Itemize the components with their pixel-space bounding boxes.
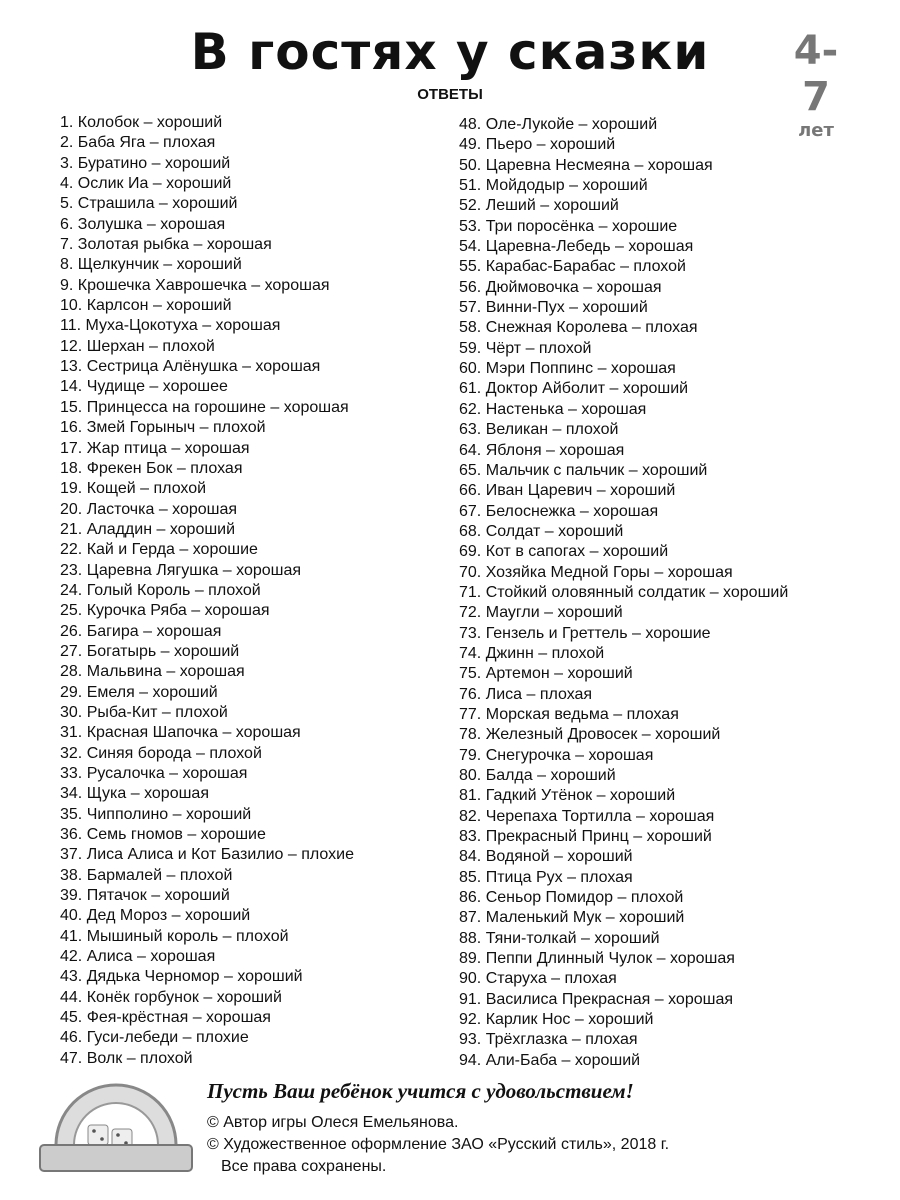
answer-item: 67. Белоснежка – хорошая [459,502,659,520]
answer-item: 71. Стойкий оловянный солдатик – хороший [459,583,789,601]
age-unit: лет [798,120,834,141]
answer-item: 55. Карабас-Барабас – плохой [459,258,686,276]
answer-item: 53. Три поросёнка – хорошие [459,217,678,235]
answer-item: 88. Тяни-толкай – хороший [459,929,660,947]
answer-item: 23. Царевна Лягушка – хорошая [60,561,302,579]
answers-left-column [60,113,354,1069]
answer-item: 1. Колобок – хороший [60,114,223,131]
answer-item: 72. Маугли – хороший [459,604,623,622]
answer-item: 81. Гадкий Утёнок – хороший [459,787,676,805]
answer-item: 32. Синяя борода – плохой [60,744,262,762]
answer-item: 6. Золушка – хорошая [60,215,226,233]
answer-item: 82. Черепаха Тортилла – хорошая [459,807,715,825]
answer-item: 24. Голый Король – плохой [60,581,261,599]
rights-reserved: Все права сохранены. [221,1158,387,1175]
answer-item: 76. Лиса – плохая [459,685,593,703]
answer-item: 92. Карлик Нос – хороший [459,1011,654,1029]
answer-item: 83. Прекрасный Принц – хороший [459,828,712,846]
copyright-author: © Автор игры Олеся Емельянова. [207,1114,459,1131]
answer-item: 25. Курочка Ряба – хорошая [60,602,270,620]
answer-item: 35. Чипполино – хороший [60,805,252,823]
answer-item: 94. Али-Баба – хороший [459,1051,641,1069]
answer-item: 49. Пьеро – хороший [459,136,616,154]
answer-item: 58. Снежная Королева – плохая [459,319,698,337]
answer-item: 57. Винни-Пух – хороший [459,299,648,317]
answer-item: 20. Ласточка – хорошая [60,500,238,518]
page-title: В гостях у сказки [190,23,710,81]
answer-item: 5. Страшила – хороший [60,195,238,213]
answer-item: 16. Змей Горыныч – плохой [60,419,266,437]
slogan: Пусть Ваш ребёнок учится с удовольствием! [207,1079,634,1103]
answer-item: 47. Волк – плохой [60,1049,193,1067]
answer-item: 89. Пеппи Длинный Чулок – хорошая [459,950,735,968]
answer-item: 7. Золотая рыбка – хорошая [60,236,272,254]
answer-item: 44. Конёк горбунок – хороший [60,988,282,1006]
answer-item: 43. Дядька Черномор – хороший [60,968,303,986]
answer-item: 45. Фея-крёстная – хорошая [60,1009,271,1027]
answer-item: 11. Муха-Цокотуха – хорошая [60,317,281,335]
answer-item: 87. Маленький Мук – хороший [459,909,685,927]
answer-item: 38. Бармалей – плохой [60,866,233,884]
age-badge [780,28,852,142]
answer-item: 12. Шерхан – плохой [60,337,215,355]
answer-item: 41. Мышиный король – плохой [60,927,289,945]
answer-item: 60. Мэри Поппинс – хорошая [459,360,676,378]
answer-item: 75. Артемон – хороший [459,665,633,683]
answer-item: 85. Птица Рух – плохая [459,868,633,886]
answer-item: 18. Фрекен Бок – плохая [60,459,243,477]
answer-item: 63. Великан – плохой [459,421,619,439]
answer-item: 70. Хозяйка Медной Горы – хорошая [459,563,733,581]
answer-item: 17. Жар птица – хорошая [60,439,250,457]
answer-item: 21. Аладдин – хороший [60,520,236,538]
answer-item: 80. Балда – хороший [459,767,616,784]
answer-item: 31. Красная Шапочка – хорошая [60,724,301,742]
copyright-block [207,1112,669,1178]
answer-item: 52. Леший – хороший [459,197,619,215]
answer-item: 22. Кай и Герда – хорошие [60,541,258,559]
answer-item: 54. Царевна-Лебедь – хорошая [459,238,694,256]
answer-item: 62. Настенька – хорошая [459,400,647,418]
answer-item: 36. Семь гномов – хорошие [60,826,266,844]
publisher-logo [36,1075,196,1175]
answer-item: 73. Гензель и Греттель – хорошие [459,624,711,642]
answer-item: 66. Иван Царевич – хороший [459,482,676,500]
answer-item: 40. Дед Мороз – хороший [60,907,251,925]
answer-item: 34. Щука – хорошая [60,785,209,803]
answer-item: 28. Мальвина – хорошая [60,663,245,681]
age-range: 4-7 [793,28,839,120]
answer-item: 61. Доктор Айболит – хороший [459,380,689,398]
answer-item: 15. Принцесса на горошине – хорошая [60,398,349,416]
answer-item: 91. Василиса Прекрасная – хорошая [459,990,734,1008]
answer-item: 10. Карлсон – хороший [60,297,232,315]
answer-item: 33. Русалочка – хорошая [60,765,248,782]
answer-item: 46. Гуси-лебеди – плохие [60,1029,249,1047]
answer-item: 19. Кощей – плохой [60,480,207,498]
answer-item: 4. Ослик Иа – хороший [60,175,232,193]
answer-item: 30. Рыба-Кит – плохой [60,703,228,721]
answer-item: 9. Крошечка Хаврошечка – хорошая [60,276,330,294]
answer-item: 65. Мальчик с пальчик – хороший [459,461,708,479]
answer-item: 27. Богатырь – хороший [60,642,240,660]
answers-right-column [459,115,788,1071]
answer-item: 48. Оле-Лукойе – хороший [459,116,658,133]
answer-item: 3. Буратино – хороший [60,154,231,172]
answer-item: 64. Яблоня – хорошая [459,441,625,459]
answer-item: 37. Лиса Алиса и Кот Базилио – плохие [60,846,354,864]
answer-item: 26. Багира – хорошая [60,622,222,640]
answer-item: 14. Чудище – хорошее [60,378,228,396]
answer-item: 78. Железный Дровосек – хороший [459,726,721,744]
answer-item: 51. Мойдодыр – хороший [459,177,648,195]
answer-item: 68. Солдат – хороший [459,522,624,540]
answer-item: 86. Сеньор Помидор – плохой [459,889,684,907]
answer-item: 29. Емеля – хороший [60,683,218,701]
answer-item: 77. Морская ведьма – плохая [459,705,679,723]
answer-item: 90. Старуха – плохая [459,970,617,988]
page-subtitle: ОТВЕТЫ [417,86,483,103]
answer-item: 74. Джинн – плохой [459,644,605,662]
answer-item: 79. Снегурочка – хорошая [459,746,654,764]
copyright-design: © Художественное оформление ЗАО «Русский стиль», 2018 г. [207,1136,670,1153]
answer-item: 2. Баба Яга – плохая [60,134,216,152]
answer-item: 69. Кот в сапогах – хороший [459,543,669,561]
answer-item: 56. Дюймовочка – хорошая [459,278,662,296]
answer-item: 42. Алиса – хорошая [60,948,216,966]
answer-item: 93. Трёхглазка – плохая [459,1031,638,1049]
answer-item: 13. Сестрица Алёнушка – хорошая [60,358,321,376]
answer-item: 84. Водяной – хороший [459,848,633,866]
answer-item: 8. Щелкунчик – хороший [60,256,242,274]
answer-item: 39. Пятачок – хороший [60,887,230,905]
answer-item: 50. Царевна Несмеяна – хорошая [459,156,713,174]
answer-item: 59. Чёрт – плохой [459,339,592,357]
